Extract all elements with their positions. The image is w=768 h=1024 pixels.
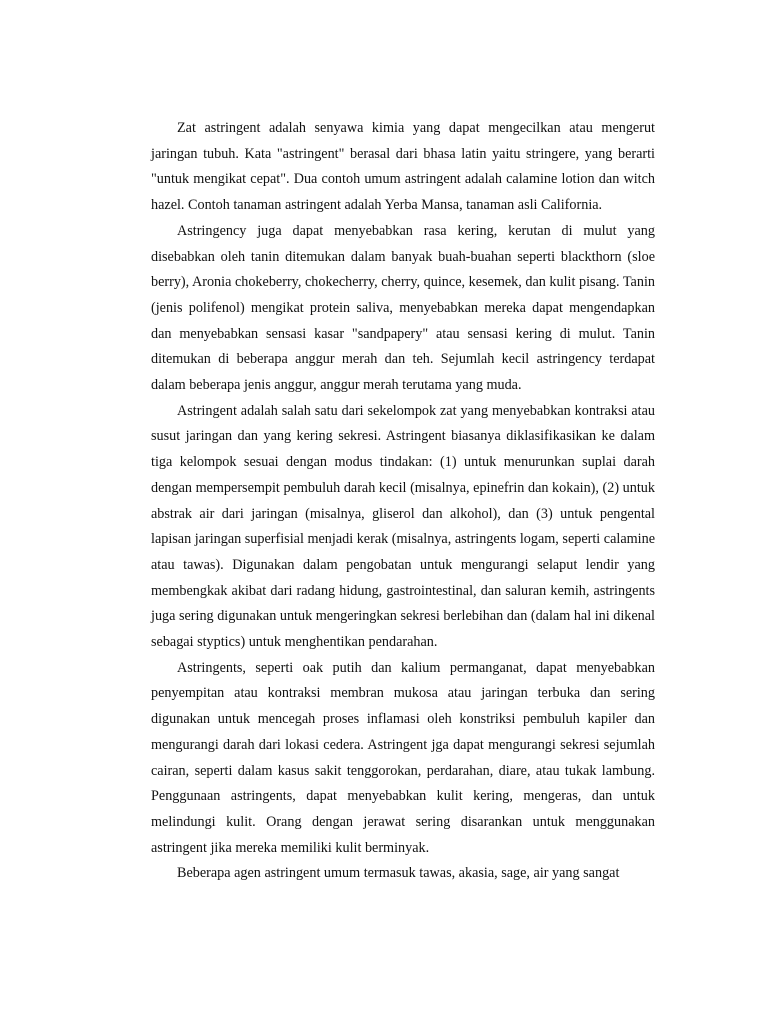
paragraph-2: Astringency juga dapat menyebabkan rasa kering, kerutan di mulut yang disebabkan oleh tanin ditemukan dalam banyak buah-buahan seperti blackthorn (sloe berry), Aronia chokeberry, chokecherry, cherry, quince, kesemek, dan kulit pisang. Tanin (jenis polifenol) mengikat protein saliva, menyebabkan mereka dapat mengendapkan dan menyebabkan sensasi kasar "sandpapery" atau sensasi kering di mulut. Tanin ditemukan di beberapa anggur merah dan teh. Sejumlah kecil astringency terdapat dalam beberapa jenis anggur, anggur merah terutama yang muda.	[151, 222, 655, 394]
paragraph-1: Zat astringent adalah senyawa kimia yang dapat mengecilkan atau mengerut jaringan tubuh. Kata "astringent" berasal dari bhasa latin yaitu stringere, yang berarti "untuk mengikat cepat". Dua contoh umum astringent adalah calamine lotion dan witch hazel. Contoh tanaman astringent adalah Yerba Mansa, tanaman asli California.	[151, 120, 655, 214]
paragraph-5: Beberapa agen astringent umum termasuk tawas, akasia, sage, air yang sangat	[177, 865, 620, 882]
body-text	[151, 116, 655, 887]
paragraph-4: Astringents, seperti oak putih dan kalium permanganat, dapat menyebabkan penyempitan atau kontraksi membran mukosa atau jaringan terbuka dan sering digunakan untuk mencegah proses inflamasi oleh konstriksi pembuluh kapiler dan mengurangi darah dari lokasi cedera. Astringent jga dapat mengurangi sekresi sejumlah cairan, seperti dalam kasus sakit tenggorokan, perdarahan, diare, atau tukak lambung. Penggunaan astringents, dapat menyebabkan kulit kering, mengeras, dan untuk melindungi kulit. Orang dengan jerawat sering disarankan untuk menggunakan astringent jika mereka memiliki kulit berminyak.	[151, 659, 655, 856]
paragraph-3: Astringent adalah salah satu dari sekelompok zat yang menyebabkan kontraksi atau susut jaringan dan yang kering sekresi. Astringent biasanya diklasifikasikan ke dalam tiga kelompok sesuai dengan modus tindakan: (1) untuk menurunkan suplai darah dengan mempersempit pembuluh darah kecil (misalnya, epinefrin dan kokain), (2) untuk abstrak air dari jaringan (misalnya, gliserol dan alkohol), dan (3) untuk pengental lapisan jaringan superfisial menjadi kerak (misalnya, astringents logam, seperti calamine atau tawas). Digunakan dalam pengobatan untuk mengurangi selaput lendir yang membengkak akibat dari radang hidung, gastrointestinal, dan saluran kemih, astringents juga sering digunakan untuk mengeringkan sekresi berlebihan dan (dalam hal ini dikenal sebagai styptics) untuk menghentikan pendarahan.	[151, 402, 655, 651]
